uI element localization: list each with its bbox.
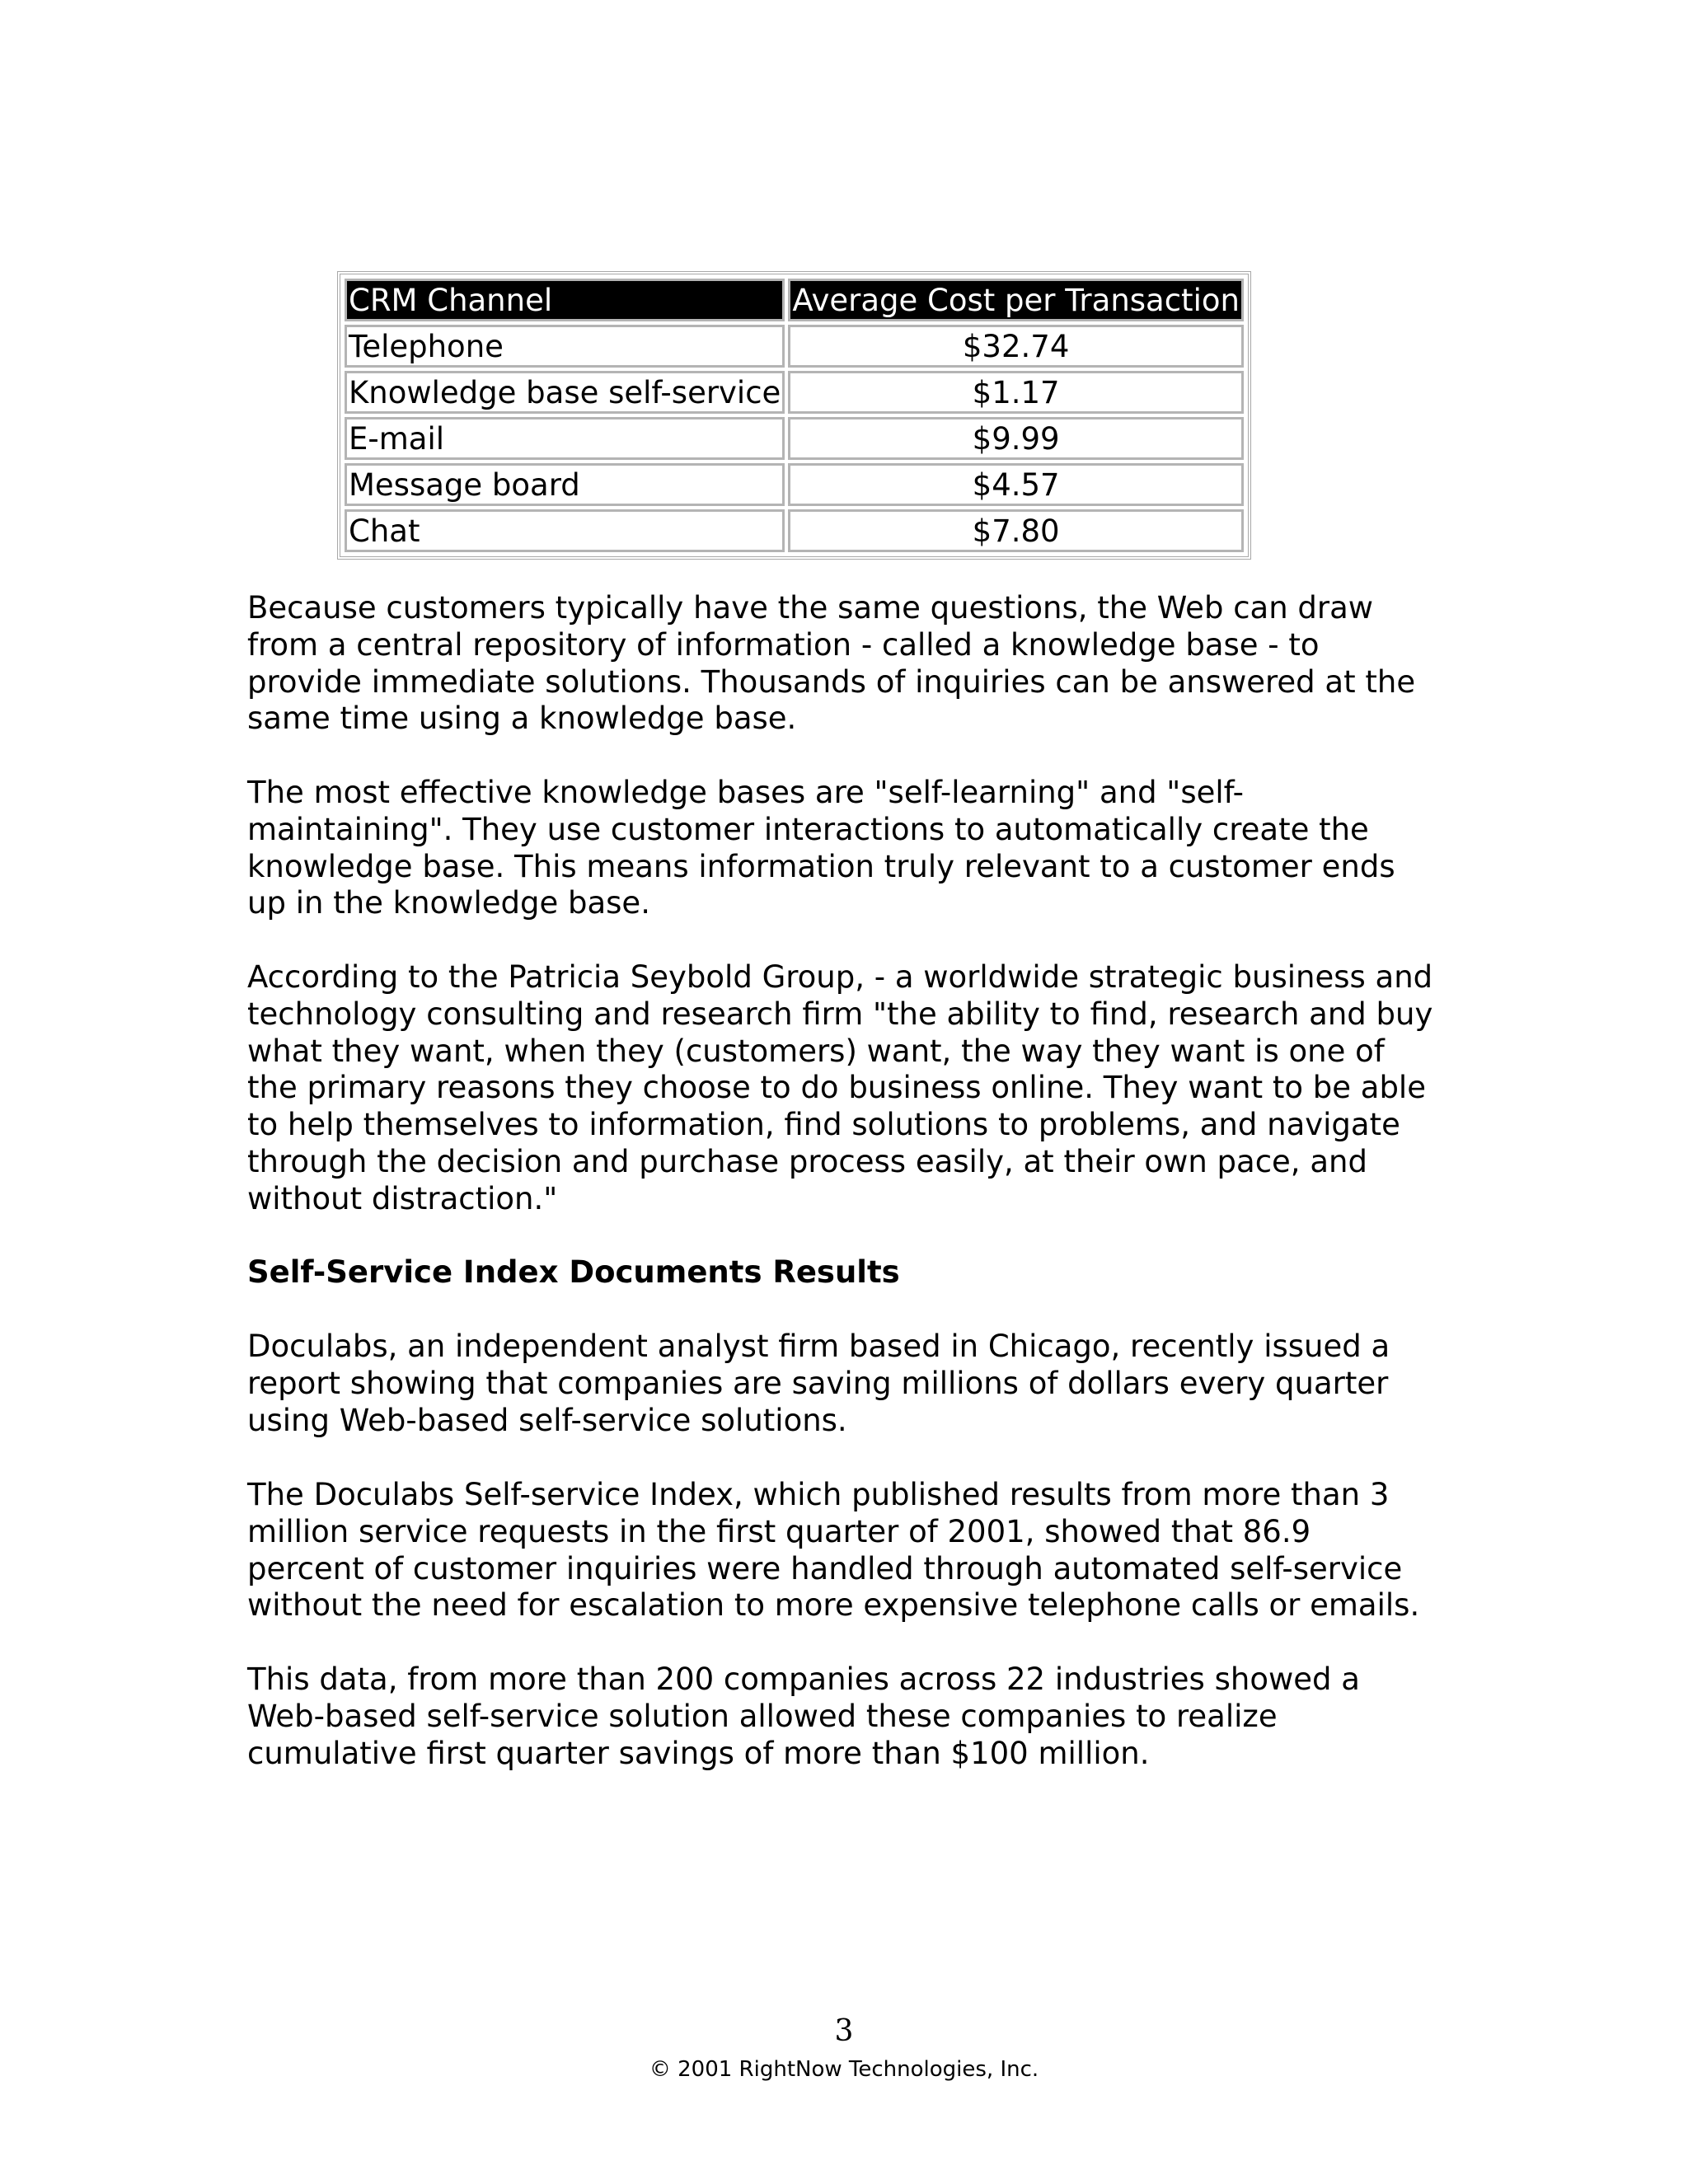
- channel-cell: E-mail: [345, 417, 785, 460]
- paragraph-self-learning: The most effective knowledge bases are "self-learning" and "self- maintaining". They use customer interactions to automatically create the knowledge base. This means information truly relevant to a customer ends up in the knowledge base.: [247, 775, 1395, 921]
- cost-cell: $1.17: [788, 371, 1244, 414]
- table-header-row: [345, 279, 1244, 321]
- table-row: [345, 509, 1244, 552]
- table-row: [345, 371, 1244, 414]
- copyright-notice: © 2001 RightNow Technologies, Inc.: [649, 2057, 1039, 2082]
- cost-cell: $9.99: [788, 417, 1244, 460]
- paragraph-seybold-quote: According to the Patricia Seybold Group, - a worldwide strategic business and technology consulting and research firm "the ability to find, research and buy what they want, when they (customers) want, the way they want is one of the primary reasons they choose to do business online. They want to be able to help themselves to information, find solutions to problems, and navigate through the decision and purchase process easily, at their own pace, and without distraction.": [247, 959, 1433, 1216]
- paragraph-knowledge-base-intro: Because customers typically have the same questions, the Web can draw from a central repository of information - called a knowledge base - to provide immediate solutions. Thousands of inquiries can be answered at the same time using a knowledge base.: [247, 590, 1416, 737]
- table-row: [345, 325, 1244, 368]
- channel-cell: Chat: [345, 509, 785, 552]
- page-number: 3: [834, 2014, 854, 2048]
- table-row: [345, 417, 1244, 460]
- channel-cell: Message board: [345, 463, 785, 506]
- paragraph-doculabs-report: Doculabs, an independent analyst firm based in Chicago, recently issued a report showing that companies are saving millions of dollars every quarter using Web-based self-service solutions.: [247, 1329, 1390, 1438]
- table-row: [345, 463, 1244, 506]
- cost-cell: $7.80: [788, 509, 1244, 552]
- paragraph-self-service-index: The Doculabs Self-service Index, which published results from more than 3 million service requests in the first quarter of 2001, showed that 86.9 percent of customer inquiries were handled through automated self-service without the need for escalation to more expensive telephone calls or emails.: [247, 1477, 1420, 1624]
- section-heading: Self-Service Index Documents Results: [247, 1254, 900, 1290]
- column-header-cost: Average Cost per Transaction: [788, 279, 1244, 321]
- cost-cell: $4.57: [788, 463, 1244, 506]
- channel-cell: Knowledge base self-service: [345, 371, 785, 414]
- paragraph-savings: This data, from more than 200 companies across 22 industries showed a Web-based self-service solution allowed these companies to realize cumulative first quarter savings of more than $100 million.: [247, 1661, 1360, 1771]
- column-header-channel: CRM Channel: [345, 279, 785, 321]
- crm-cost-table: [337, 271, 1251, 560]
- channel-cell: Telephone: [345, 325, 785, 368]
- cost-cell: $32.74: [788, 325, 1244, 368]
